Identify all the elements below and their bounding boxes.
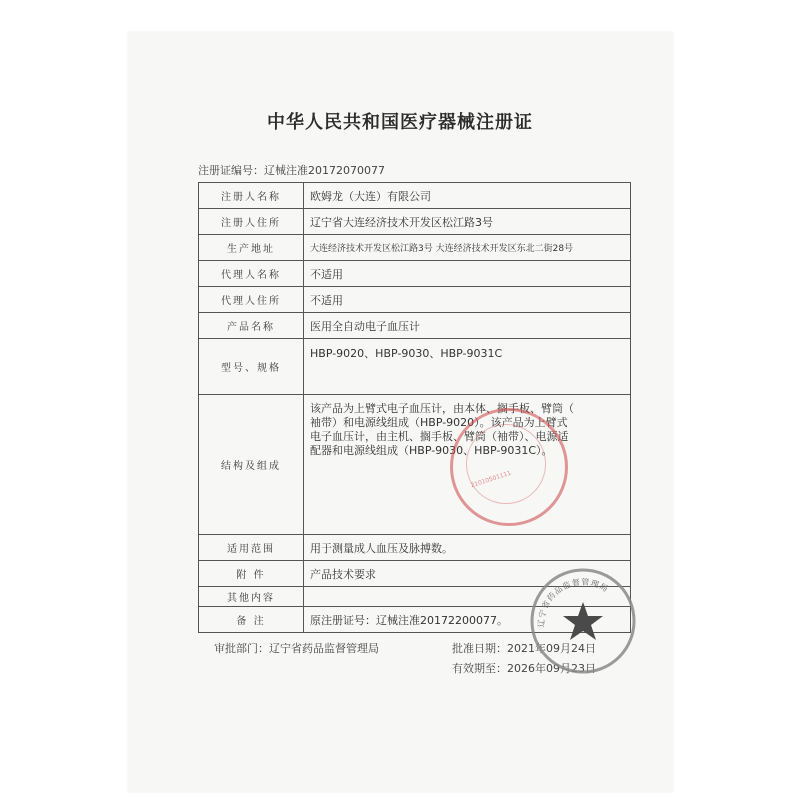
row-label: 产品名称 xyxy=(199,313,304,339)
table-row xyxy=(199,339,631,395)
row-label: 型号、规格 xyxy=(199,339,304,395)
row-label: 注册人住所 xyxy=(199,209,304,235)
structure-line: 该产品为上臂式电子血压计，由本体、搁手板、臂筒（ xyxy=(310,402,574,415)
row-label: 附 件 xyxy=(199,561,304,587)
row-label: 注册人名称 xyxy=(199,183,304,209)
star-icon xyxy=(563,602,603,640)
row-value: 大连经济技术开发区松江路3号 大连经济技术开发区东北二街28号 xyxy=(304,235,631,261)
table-row xyxy=(199,209,631,235)
table-row xyxy=(199,313,631,339)
row-value: 不适用 xyxy=(304,287,631,313)
table-row xyxy=(199,535,631,561)
table-row xyxy=(199,183,631,209)
row-label: 备 注 xyxy=(199,607,304,633)
table-row xyxy=(199,261,631,287)
company-seal-number: 21010501111 xyxy=(469,469,513,490)
structure-line: 配器和电源线组成（HBP-9030、HBP-9031C）。 xyxy=(310,444,553,457)
row-value: 不适用 xyxy=(304,261,631,287)
structure-line: 电子血压计，由主机、搁手板、臂筒（袖带）、电源适 xyxy=(310,430,569,443)
row-value: 辽宁省大连经济技术开发区松江路3号 xyxy=(304,209,631,235)
structure-line: 袖带）和电源线组成（HBP-9020）。该产品为上臂式 xyxy=(310,416,568,429)
row-value: 欧姆龙（大连）有限公司 xyxy=(304,183,631,209)
company-seal-inner-ring xyxy=(466,424,546,504)
table-row xyxy=(199,287,631,313)
table-row xyxy=(199,235,631,261)
row-value: HBP-9020、HBP-9030、HBP-9031C xyxy=(304,339,631,395)
approval-date-value: 2021年09月24日 xyxy=(507,642,596,655)
row-label: 代理人住所 xyxy=(199,287,304,313)
row-label: 生产地址 xyxy=(199,235,304,261)
registration-number: 注册证编号：辽械注准20172070077 xyxy=(198,164,385,177)
row-value: 用于测量成人血压及脉搏数。 xyxy=(304,535,631,561)
official-seal-stamp xyxy=(528,566,638,676)
row-value: 医用全自动电子血压计 xyxy=(304,313,631,339)
approval-date-label: 批准日期： xyxy=(452,642,507,655)
row-label: 代理人名称 xyxy=(199,261,304,287)
expiry-date-label: 有效期至： xyxy=(452,662,507,675)
official-seal-text: 辽宁省药品监督管理局 xyxy=(536,577,611,628)
approval-department: 审批部门：辽宁省药品监督管理局 xyxy=(214,642,379,655)
document-title: 中华人民共和国医疗器械注册证 xyxy=(267,112,533,133)
row-label: 其他内容 xyxy=(199,587,304,607)
row-value: 原注册证号：辽械注准20172200077。 xyxy=(304,607,631,633)
expiry-date-value: 2026年09月23日 xyxy=(507,662,596,675)
row-value: 产品技术要求 xyxy=(304,561,631,587)
row-label: 结构及组成 xyxy=(199,395,304,535)
row-label: 适用范围 xyxy=(199,535,304,561)
